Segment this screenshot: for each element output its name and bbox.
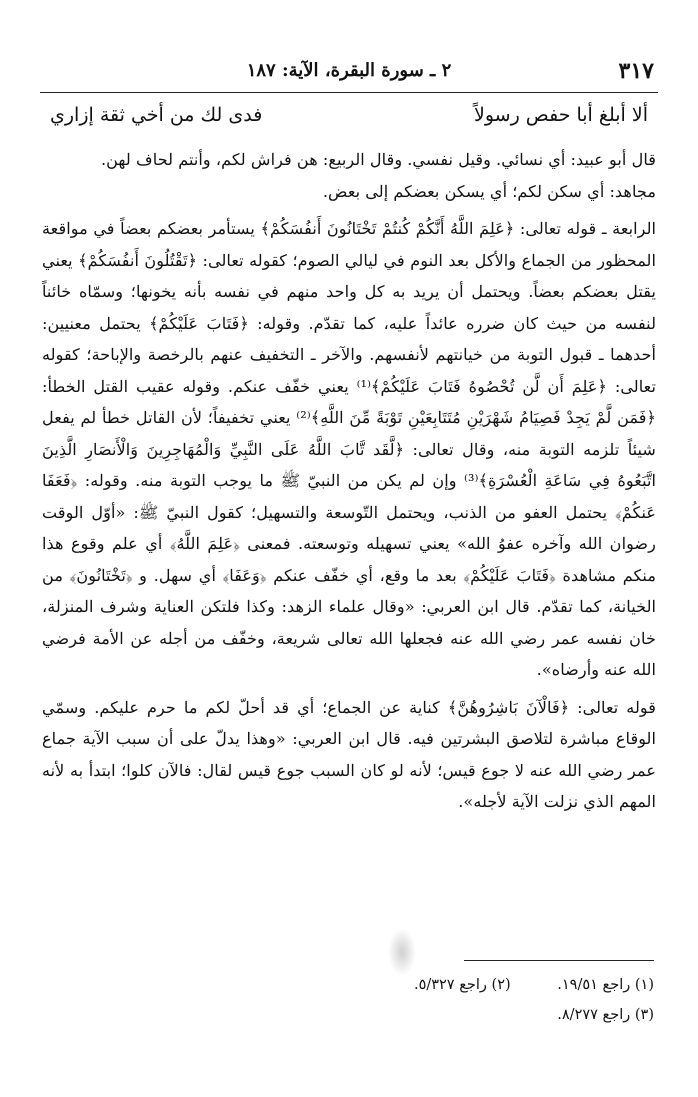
scan-smudge xyxy=(388,928,416,976)
footnote-1: (١) راجع ١٩/٥١. xyxy=(557,977,654,993)
footnotes xyxy=(140,970,654,1030)
footnote-3: (٣) راجع ٨/٢٧٧. xyxy=(557,1007,654,1023)
header-divider xyxy=(40,92,658,93)
running-title: ٢ ـ سورة البقرة، الآية: ١٨٧ xyxy=(246,60,452,81)
paragraph-fourth-issue: الرابعة ـ قوله تعالى: ﴿عَلِمَ اللَّهُ أَنَّكُمْ كُنتُمْ تَخْتَانُونَ أَنفُسَكُمْ﴾ يستأمر بعضكم بعضاً في مواقعة المحظور من الجماع والأكل بعد النوم في ليالي الصوم؛ كقوله تعالى: ﴿تَقْتُلُونَ أَنفُسَكُمْ﴾ يعني يقتل بعضكم بعضاً. ويحتمل أن يريد به كل واحد منهم في نفسه بأنه يخونها؛ وسمّاه خائناً لنفسه من حيث كان ضرره عائداً عليه، كما تقدّم. وقوله: ﴿فَتَابَ عَلَيْكُمْ﴾ يحتمل معنيين: أحدهما ـ قبول التوبة من خيانتهم لأنفسهم. والآخر ـ التخفيف عنهم بالرخصة والإباحة؛ كقوله تعالى: ﴿عَلِمَ أَن لَّن تُحْصُوهُ فَتَابَ عَلَيْكُمْ﴾⁽¹⁾ يعني خفّف عنكم. وقوله عقيب القتل الخطأ: ﴿فَمَن لَّمْ يَجِدْ فَصِيَامُ شَهْرَيْنِ مُتَتَابِعَيْنِ تَوْبَةً مِّنَ اللَّهِ﴾⁽²⁾ يعني تخفيفاً؛ لأن القاتل خطأ لم يفعل شيئاً تلزمه التوبة منه، وقال تعالى: ﴿لَّقَد تَّابَ اللَّهُ عَلَى النَّبِيِّ وَالْمُهَاجِرِينَ وَالْأَنصَارِ الَّذِينَ اتَّبَعُوهُ فِي سَاعَةِ الْعُسْرَةِ﴾⁽³⁾ وإن لم يكن من النبيّ ﷺ ما يوجب التوبة منه. وقوله: ﴿فَعَفَا عَنكُمْ﴾ يحتمل العفو من الذنب، ويحتمل التّوسعة والتسهيل؛ كقول النبيّ ﷺ: «أوّل الوقت رضوان الله وآخره عفوُ الله» يعني تسهيله وتوسعته. فمعنى ﴿عَلِمَ اللَّهُ﴾ أي علم وقوع هذا منكم مشاهدة ﴿فَتَابَ عَلَيْكُمْ﴾ بعد ما وقع، أي خفّف عنكم ﴿وَعَفَا﴾ أي سهل. و ﴿تَخْتَانُونَ﴾ من الخيانة، كما تقدّم. قال ابن العربي: «وقال علماء الزهد: وكذا فلتكن العناية وشرف المنزلة، خان نفسه عمر رضي الله عنه فجعلها الله تعالى شريعة، وخفّف من أجله عن الأمة فرضي الله عنه وأرضاه». xyxy=(42,219,656,679)
footnote-divider xyxy=(464,960,654,961)
paragraph-fal-ana: قوله تعالى: ﴿فَالْآنَ بَاشِرُوهُنَّ﴾ كناية عن الجماع؛ أي قد أحلّ لكم ما حرم عليكم. وسمّي الوقاع مباشرة لتلاصق البشرتين فيه. قال ابن العربي: «وهذا يدلّ على أن سبب الآية جماع عمر رضي الله عنه لا جوع قيس؛ لأنه لو كان السبب جوع قيس لقال: فالآن كلوا؛ ابتدأ به لأنه المهم الذي نزلت الآية لأجله». xyxy=(42,697,656,811)
footnote-row xyxy=(140,1000,654,1030)
footnote-row xyxy=(140,970,654,1000)
verse-first-hemistich: ألا أبلغ أبا حفص رسولاً xyxy=(474,104,648,126)
paragraph-mujahid: مجاهد: أي سكن لكم؛ أي يسكن بعضكم إلى بعض. xyxy=(322,181,656,201)
page-header xyxy=(40,58,658,92)
main-text xyxy=(42,144,656,818)
footnote-2: (٢) راجع ٥/٣٢٧. xyxy=(413,977,511,993)
poetry-verse xyxy=(50,104,648,138)
verse-second-hemistich: فدى لك من أخي ثقة إزاري xyxy=(50,104,263,126)
page-number: ٣١٧ xyxy=(618,58,654,84)
paragraph-definition: قال أبو عبيد: أي نسائي. وقيل نفسي. وقال الربيع: هن فراش لكم، وأنتم لحاف لهن. xyxy=(100,150,656,169)
